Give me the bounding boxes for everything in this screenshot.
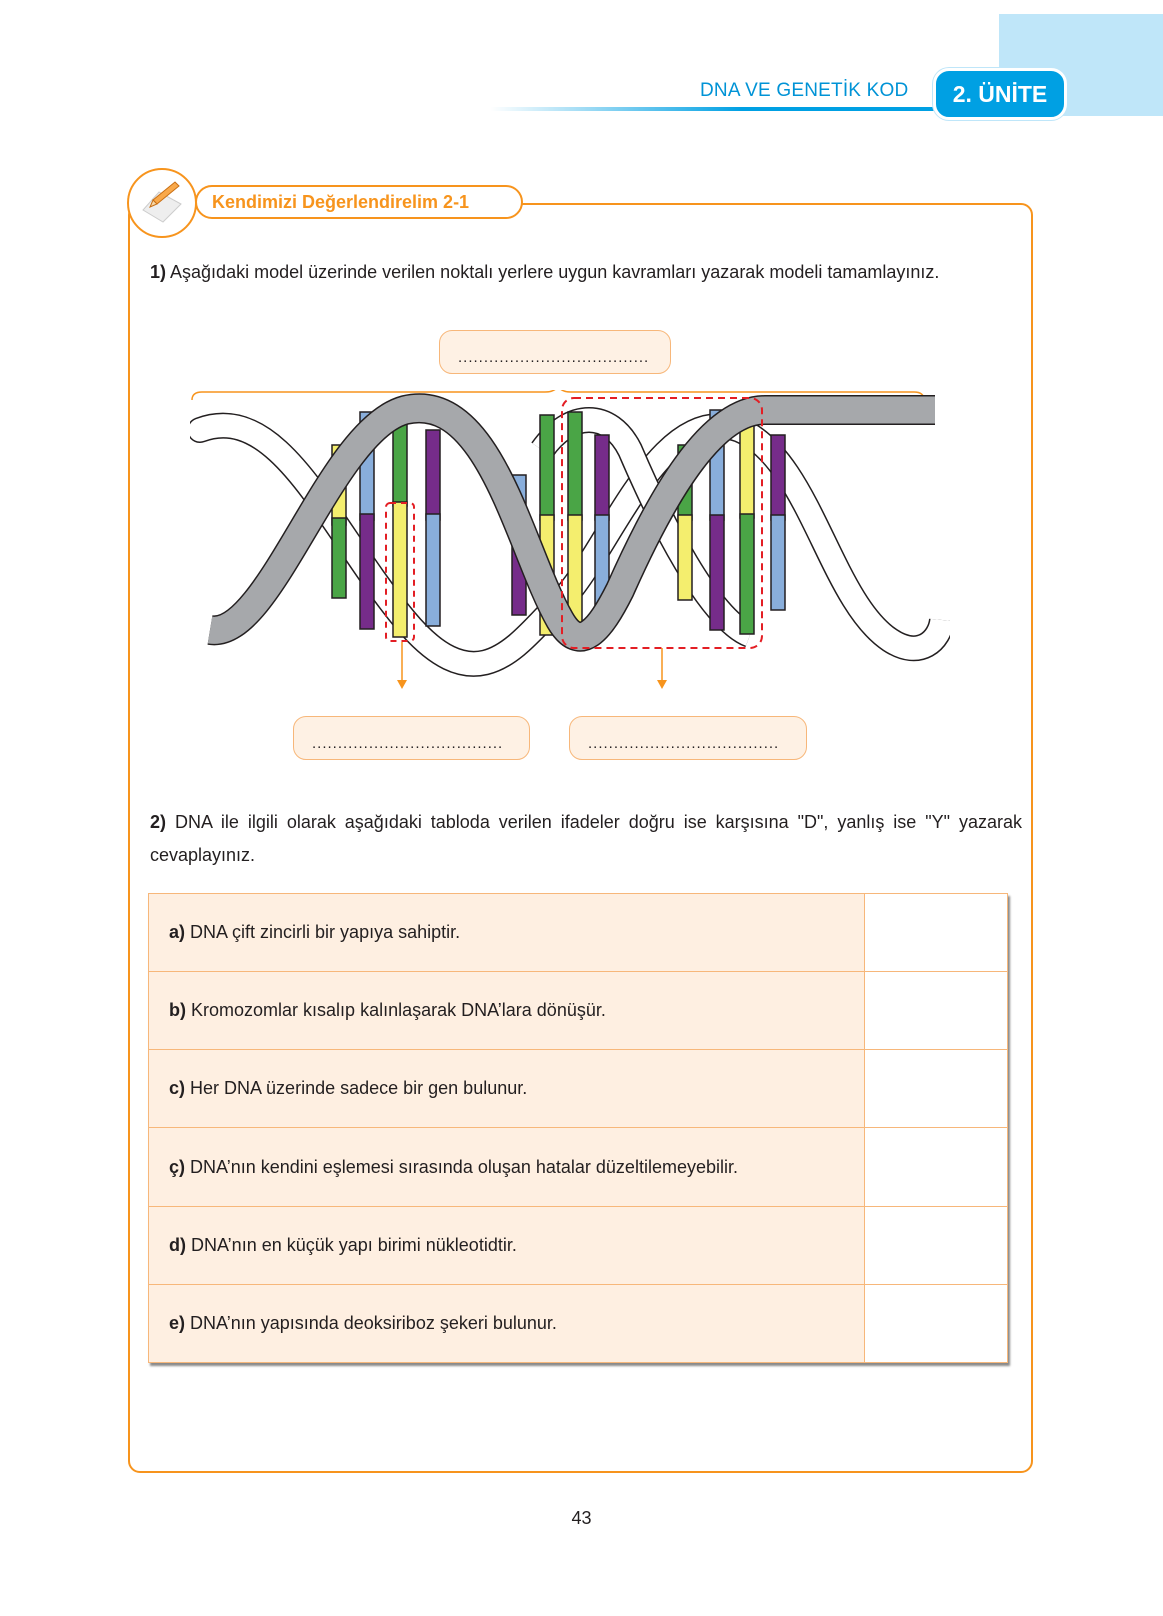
row-label: d) [169, 1234, 186, 1255]
answer-cell[interactable] [865, 894, 1008, 972]
page-number: 43 [571, 1508, 592, 1528]
table-row [149, 1206, 1008, 1284]
row-statement: DNA çift zincirli bir yapıya sahiptir. [190, 922, 461, 943]
answer-cell[interactable] [865, 1206, 1008, 1284]
true-false-table [148, 893, 1008, 1363]
row-label: a) [169, 922, 186, 943]
table-row [149, 972, 1008, 1050]
question-2 [150, 806, 1022, 872]
row-statement: Kromozomlar kısalıp kalınlaşarak DNA’lara dönüşür. [191, 1000, 606, 1021]
right-answer-box[interactable]: ..................................... [569, 716, 807, 760]
unit-badge: 2. ÜNİTE [933, 68, 1067, 120]
row-statement: DNA’nın kendini eşlemesi sırasında oluşan hatalar düzeltilemeyebilir. [190, 1156, 738, 1177]
row-label: ç) [169, 1156, 186, 1177]
answer-cell[interactable] [865, 1284, 1008, 1362]
question-2-number: 2) [150, 812, 167, 832]
row-label: c) [169, 1078, 186, 1099]
table-row [149, 1284, 1008, 1362]
section-title: Kendimizi Değerlendirelim 2-1 [212, 192, 470, 212]
question-1-text: Aşağıdaki model üzerinde verilen noktalı yerlere uygun kavramları yazarak modeli tamamlayınız. [170, 262, 940, 282]
answer-cell[interactable] [865, 972, 1008, 1050]
header-title: DNA VE GENETİK KOD [700, 80, 909, 101]
answer-cell[interactable] [865, 1128, 1008, 1206]
question-1-number: 1) [150, 262, 167, 282]
question-2-text: DNA ile ilgili olarak aşağıdaki tabloda verilen ifadeler doğru ise karşısına "D", yanlış ise "Y" yazarak cevaplayınız. [150, 812, 1022, 865]
question-1 [150, 256, 1022, 289]
top-answer-box[interactable]: ..................................... [439, 330, 671, 374]
left-answer-box[interactable]: ..................................... [293, 716, 530, 760]
table-row [149, 1128, 1008, 1206]
dna-double-helix-diagram [190, 390, 950, 720]
answer-cell[interactable] [865, 1050, 1008, 1128]
row-statement: Her DNA üzerinde sadece bir gen bulunur. [190, 1078, 528, 1099]
pencil-icon [127, 168, 197, 238]
table-row [149, 1050, 1008, 1128]
row-statement: DNA’nın yapısında deoksiriboz şekeri bulunur. [190, 1312, 557, 1333]
table-row [149, 894, 1008, 972]
row-statement: DNA’nın en küçük yapı birimi nükleotidtir. [191, 1234, 517, 1255]
row-label: b) [169, 1000, 186, 1021]
row-label: e) [169, 1312, 186, 1333]
